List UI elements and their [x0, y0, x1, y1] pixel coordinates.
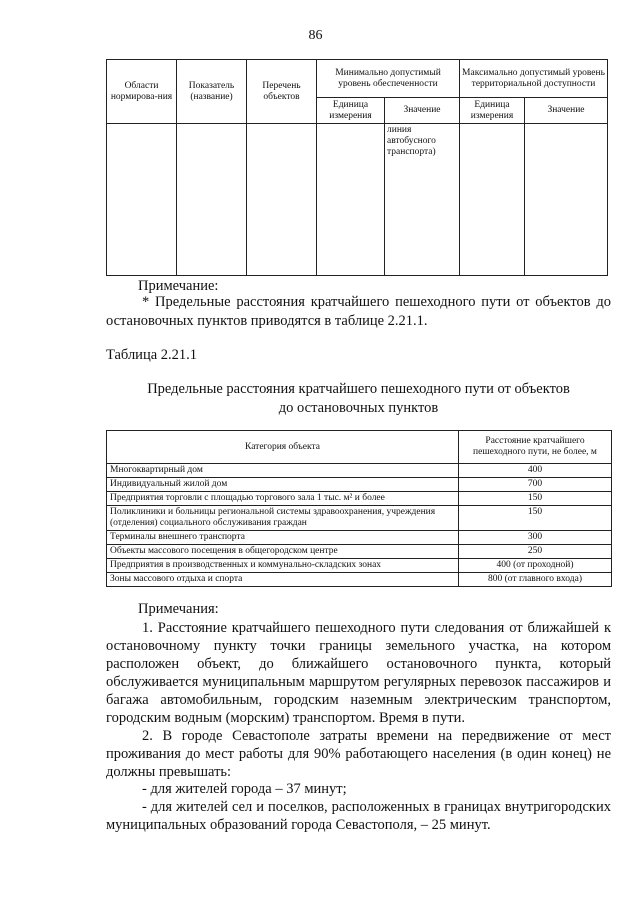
- table-cell: [525, 124, 608, 276]
- distances-table: [106, 430, 612, 587]
- table-cell: [317, 124, 385, 276]
- standards-table: [106, 59, 608, 276]
- table-label: Таблица 2.21.1: [106, 347, 198, 363]
- distance-cell: 400 (от проходной): [459, 559, 612, 573]
- table-cell: [247, 124, 317, 276]
- table-title: [106, 380, 611, 418]
- distance-cell: 150: [459, 492, 612, 506]
- category-cell: Предприятия в производственных и коммунально-складских зонах: [107, 559, 459, 573]
- category-cell: Индивидуальный жилой дом: [107, 478, 459, 492]
- header-area: Области нормирова-ния: [107, 60, 177, 124]
- page-number: 86: [308, 28, 323, 43]
- table-row: [107, 506, 612, 531]
- header-category: Категория объекта: [107, 431, 459, 464]
- category-cell: Зоны массового отдыха и спорта: [107, 573, 459, 587]
- table-cell: [107, 124, 177, 276]
- distance-cell: 250: [459, 545, 612, 559]
- header-value: Значение: [385, 98, 460, 124]
- distance-cell: 300: [459, 531, 612, 545]
- header-unit-2: Единица измерения: [460, 98, 525, 124]
- table-row: [107, 464, 612, 478]
- table-cell: [460, 124, 525, 276]
- distance-cell: 150: [459, 506, 612, 531]
- header-objects: Перечень объектов: [247, 60, 317, 124]
- table-row: [107, 545, 612, 559]
- category-cell: Поликлиники и больницы региональной системы здравоохранения, учреждения (отделения) социального обслуживания граждан: [107, 506, 459, 531]
- table-row: [107, 573, 612, 587]
- header-unit: Единица измерения: [317, 98, 385, 124]
- note-paragraph-1: 1. Расстояние кратчайшего пешеходного пути следования от ближайшей к остановочному пункту точки границы земельного участка, на котором расположен объект, до ближайшего остановочного пункта, который обслуживается муниципальным маршрутом регулярных перевозок пассажиров и багажа автомобильным, городским наземным электрическим транспортом, городским водным (морским) транспортом. Время в пути.: [106, 620, 611, 726]
- table-row: [107, 478, 612, 492]
- distance-cell: 400: [459, 464, 612, 478]
- distance-cell: 800 (от главного входа): [459, 573, 612, 587]
- header-max-level: Максимально допустимый уровень территориальной доступности: [460, 60, 608, 98]
- header-value-2: Значение: [525, 98, 608, 124]
- note-paragraph-2: 2. В городе Севастополе затраты времени на передвижение от мест проживания до мест работы для 90% работающего населения (в один конец) не должны превышать:: [106, 728, 611, 780]
- table-cell-value: линия автобусного транспорта): [385, 124, 460, 276]
- table-row: [107, 559, 612, 573]
- distance-cell: 700: [459, 478, 612, 492]
- header-min-level: Минимально допустимый уровень обеспеченности: [317, 60, 460, 98]
- header-indicator: Показатель (название): [177, 60, 247, 124]
- table-title-line-2: до остановочных пунктов: [278, 400, 439, 416]
- note-text: * Предельные расстояния кратчайшего пешеходного пути от объектов до остановочных пунктов приводятся в таблице 2.21.1.: [106, 294, 611, 329]
- category-cell: Многоквартирный дом: [107, 464, 459, 478]
- note-list-item-2: - для жителей сел и поселков, расположенных в границах внутригородских муниципальных образований города Севастополя, – 25 минут.: [106, 799, 611, 833]
- table-row: [107, 492, 612, 506]
- category-cell: Терминалы внешнего транспорта: [107, 531, 459, 545]
- note-list-item-1: - для жителей города – 37 минут;: [142, 781, 347, 797]
- category-cell: Объекты массового посещения в общегородском центре: [107, 545, 459, 559]
- notes-label: Примечания:: [138, 601, 219, 617]
- category-cell: Предприятия торговли с площадью торгового зала 1 тыс. м² и более: [107, 492, 459, 506]
- table-title-line-1: Предельные расстояния кратчайшего пешеходного пути от объектов: [147, 381, 570, 397]
- table-row: [107, 531, 612, 545]
- note-label: Примечание:: [138, 278, 219, 294]
- header-distance: Расстояние кратчайшего пешеходного пути, не более, м: [459, 431, 612, 464]
- table-cell: [177, 124, 247, 276]
